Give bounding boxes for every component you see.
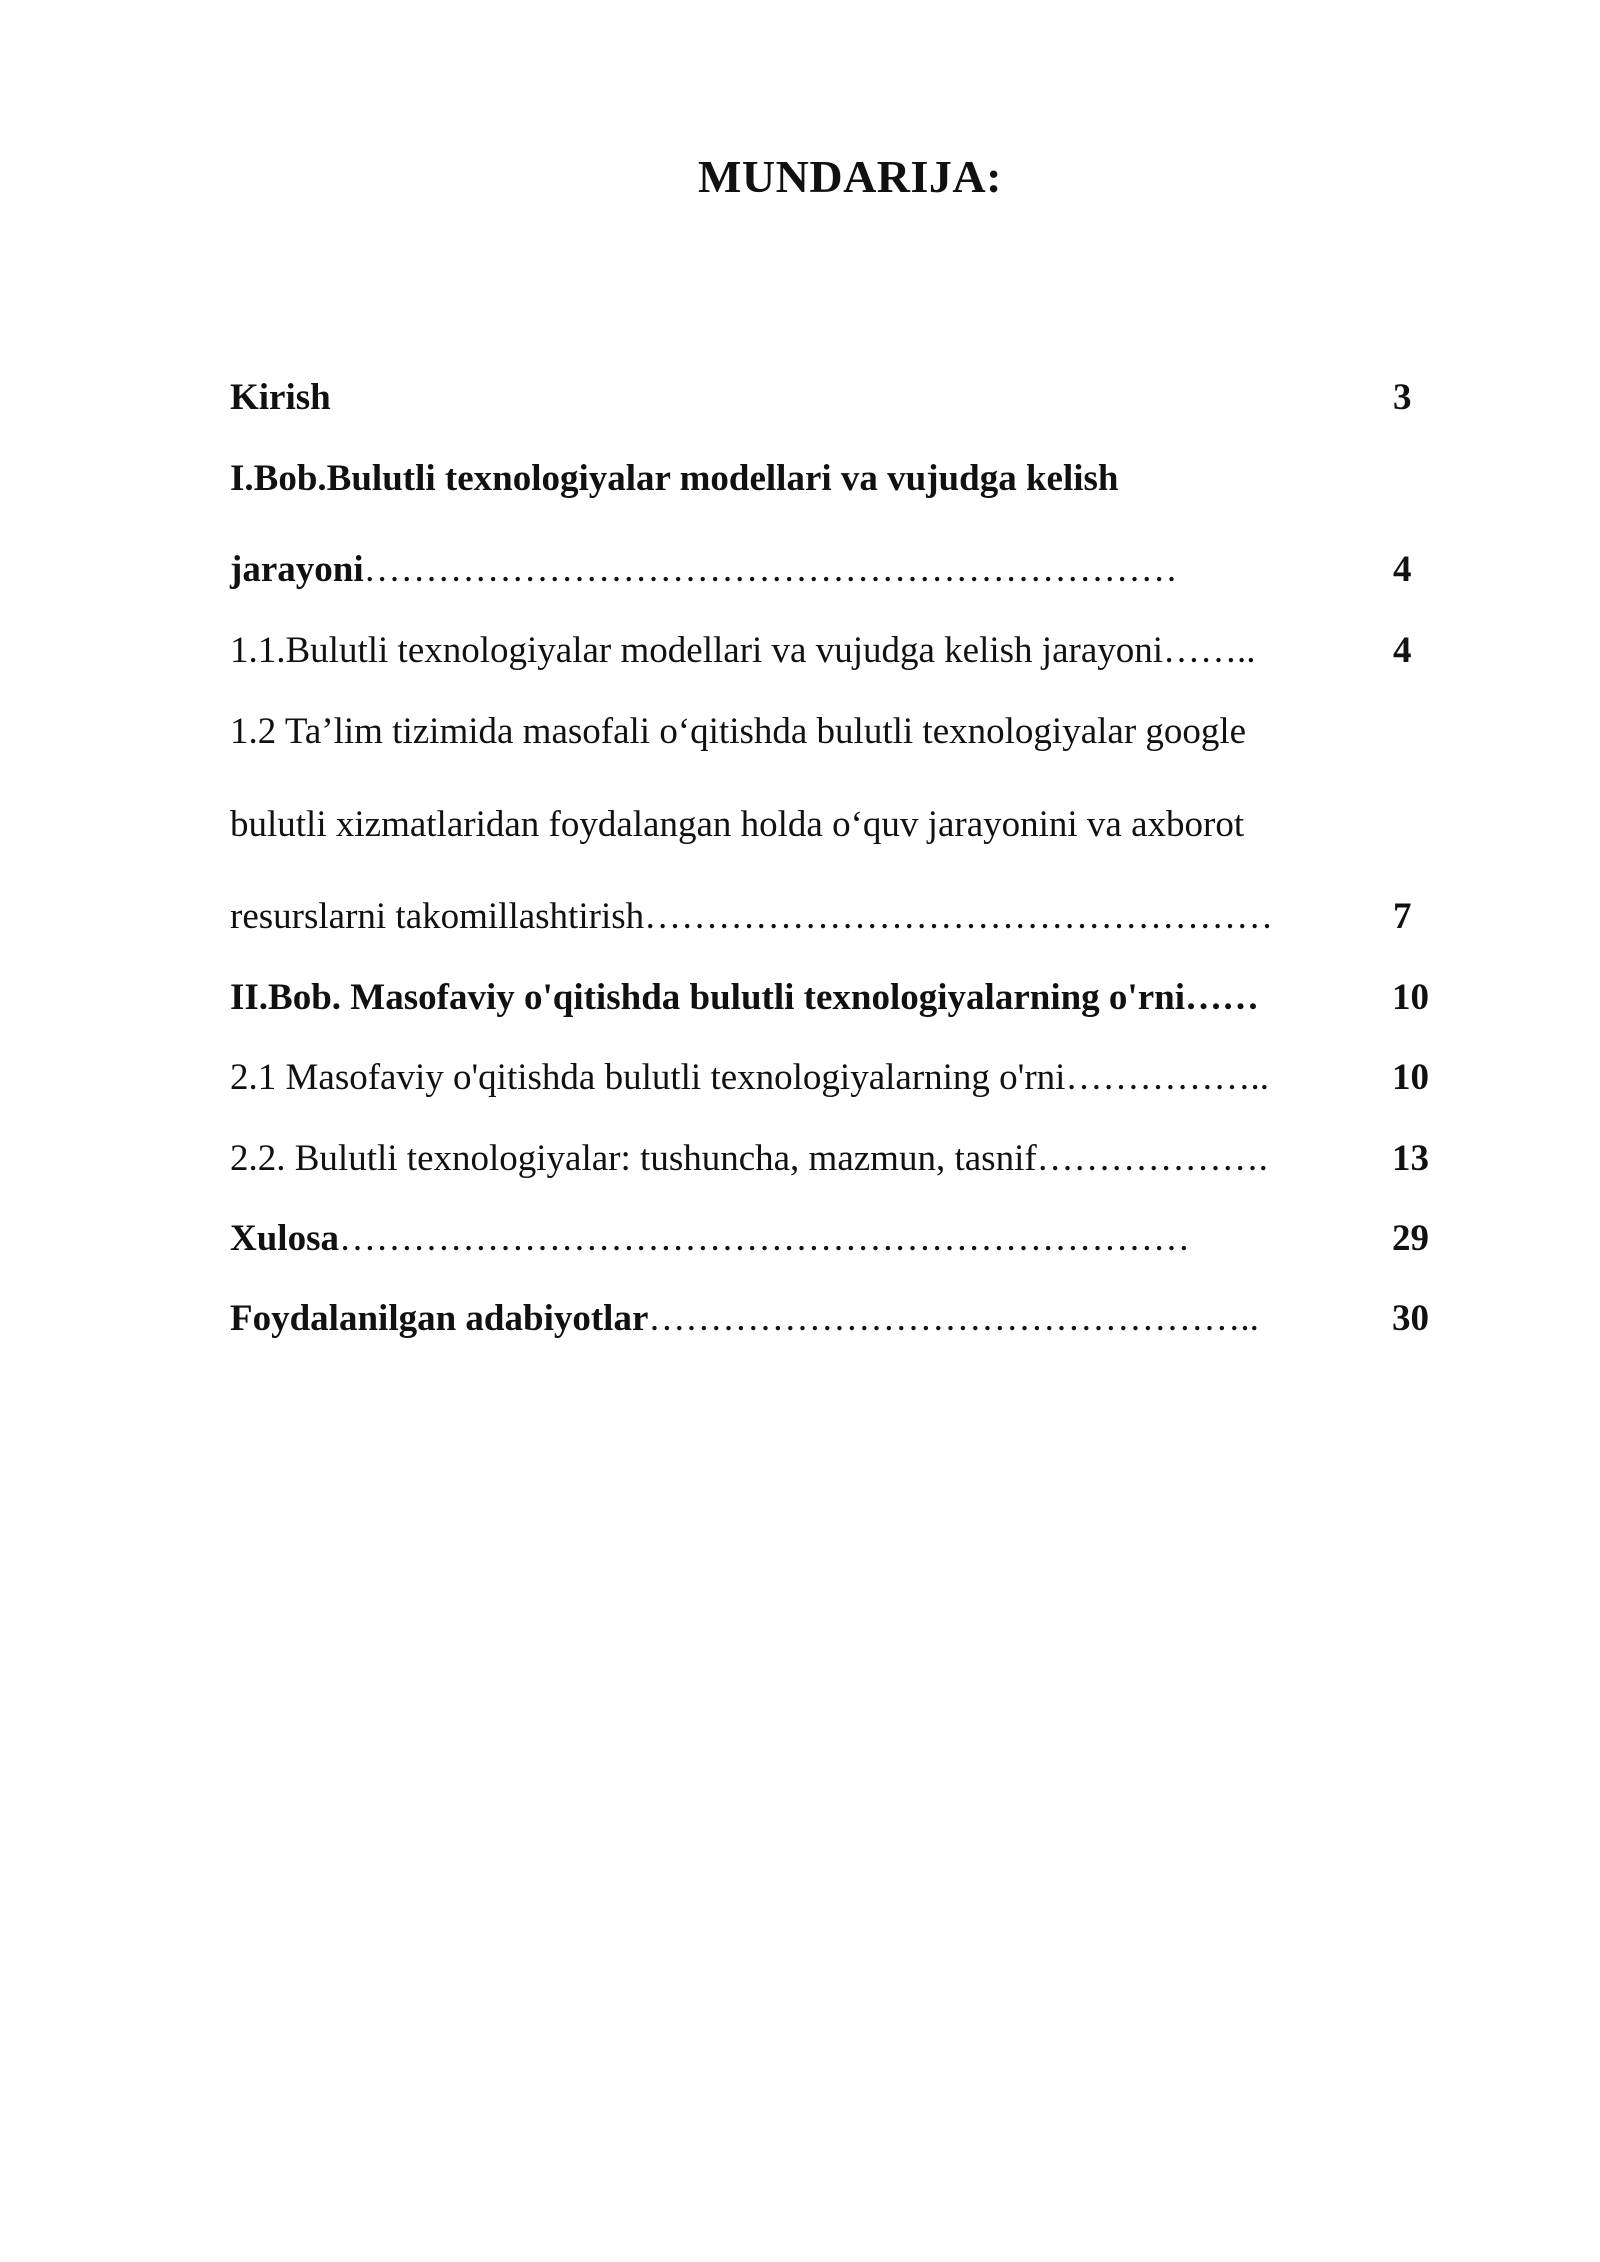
toc-entry-title-text: 2.2. Bulutli texnologiyalar: tushuncha, mazmun, tasnif [230, 1138, 1037, 1179]
toc-entry-title [230, 1135, 1268, 1183]
toc-entry-title [230, 893, 1273, 941]
toc-page-number: 10 [1392, 1057, 1429, 1098]
toc-entry-title-text: 2.1 Masofaviy o'qitishda bulutli texnologiyalarning o'rni [230, 1057, 1066, 1098]
page-title: MUNDARIJA: [698, 151, 1002, 202]
toc-page-number: 29 [1392, 1218, 1429, 1259]
toc-leader-dots: …………………………………………… [644, 896, 1274, 937]
toc-leader-dots: …… [1185, 977, 1259, 1018]
toc-page-number: 7 [1393, 896, 1412, 937]
toc-entry-title [230, 1295, 1259, 1343]
toc-entry-title [230, 1215, 1190, 1263]
toc-entry-title [230, 1054, 1269, 1102]
toc-entry-title: 1.2 Ta’lim tizimida masofali o‘qitishda bulutli texnologiyalar google [230, 711, 1247, 752]
toc-leader-dots: ………………. [1036, 1138, 1268, 1179]
toc-entry-title: bulutli xizmatlaridan foydalangan holda o‘quv jarayonini va axborot [230, 804, 1245, 845]
toc-entry-title-text: Xulosa [230, 1218, 339, 1259]
toc-page-number: 4 [1393, 549, 1412, 590]
toc-leader-dots: ………………………………………………………… [363, 549, 1178, 590]
toc-entry-title-text: 1.1.Bulutli texnologiyalar modellari va vujudga kelish jarayoni [230, 630, 1164, 671]
toc-page-number: 10 [1392, 977, 1429, 1018]
toc-entry-title-text: II.Bob. Masofaviy o'qitishda bulutli texnologiyalarning o'rni [230, 977, 1185, 1018]
toc-entry-title-text: resurslarni takomillashtirish [230, 896, 645, 937]
toc-leader-dots: …………….. [1065, 1057, 1269, 1098]
toc-leader-dots: …….. [1163, 630, 1256, 671]
toc-entry-title [230, 546, 1178, 594]
toc-leader-dots: …………………………………………………………… [338, 1218, 1190, 1259]
toc-leader-dots: ………………………………………….. [648, 1298, 1259, 1339]
toc-entry-title [230, 974, 1259, 1022]
toc-entry-title [230, 627, 1256, 675]
toc-page-number: 3 [1393, 377, 1412, 418]
toc-entry-title: I.Bob.Bulutli texnologiyalar modellari va vujudga kelish [230, 458, 1119, 499]
toc-page-number: 4 [1393, 630, 1412, 671]
toc-page-number: 13 [1392, 1138, 1429, 1179]
toc-page-number: 30 [1392, 1298, 1429, 1339]
toc-entry-title-text: jarayoni [230, 549, 364, 590]
toc-entry-title-text: Foydalanilgan adabiyotlar [230, 1298, 649, 1339]
toc-entry-title: Kirish [230, 377, 331, 418]
